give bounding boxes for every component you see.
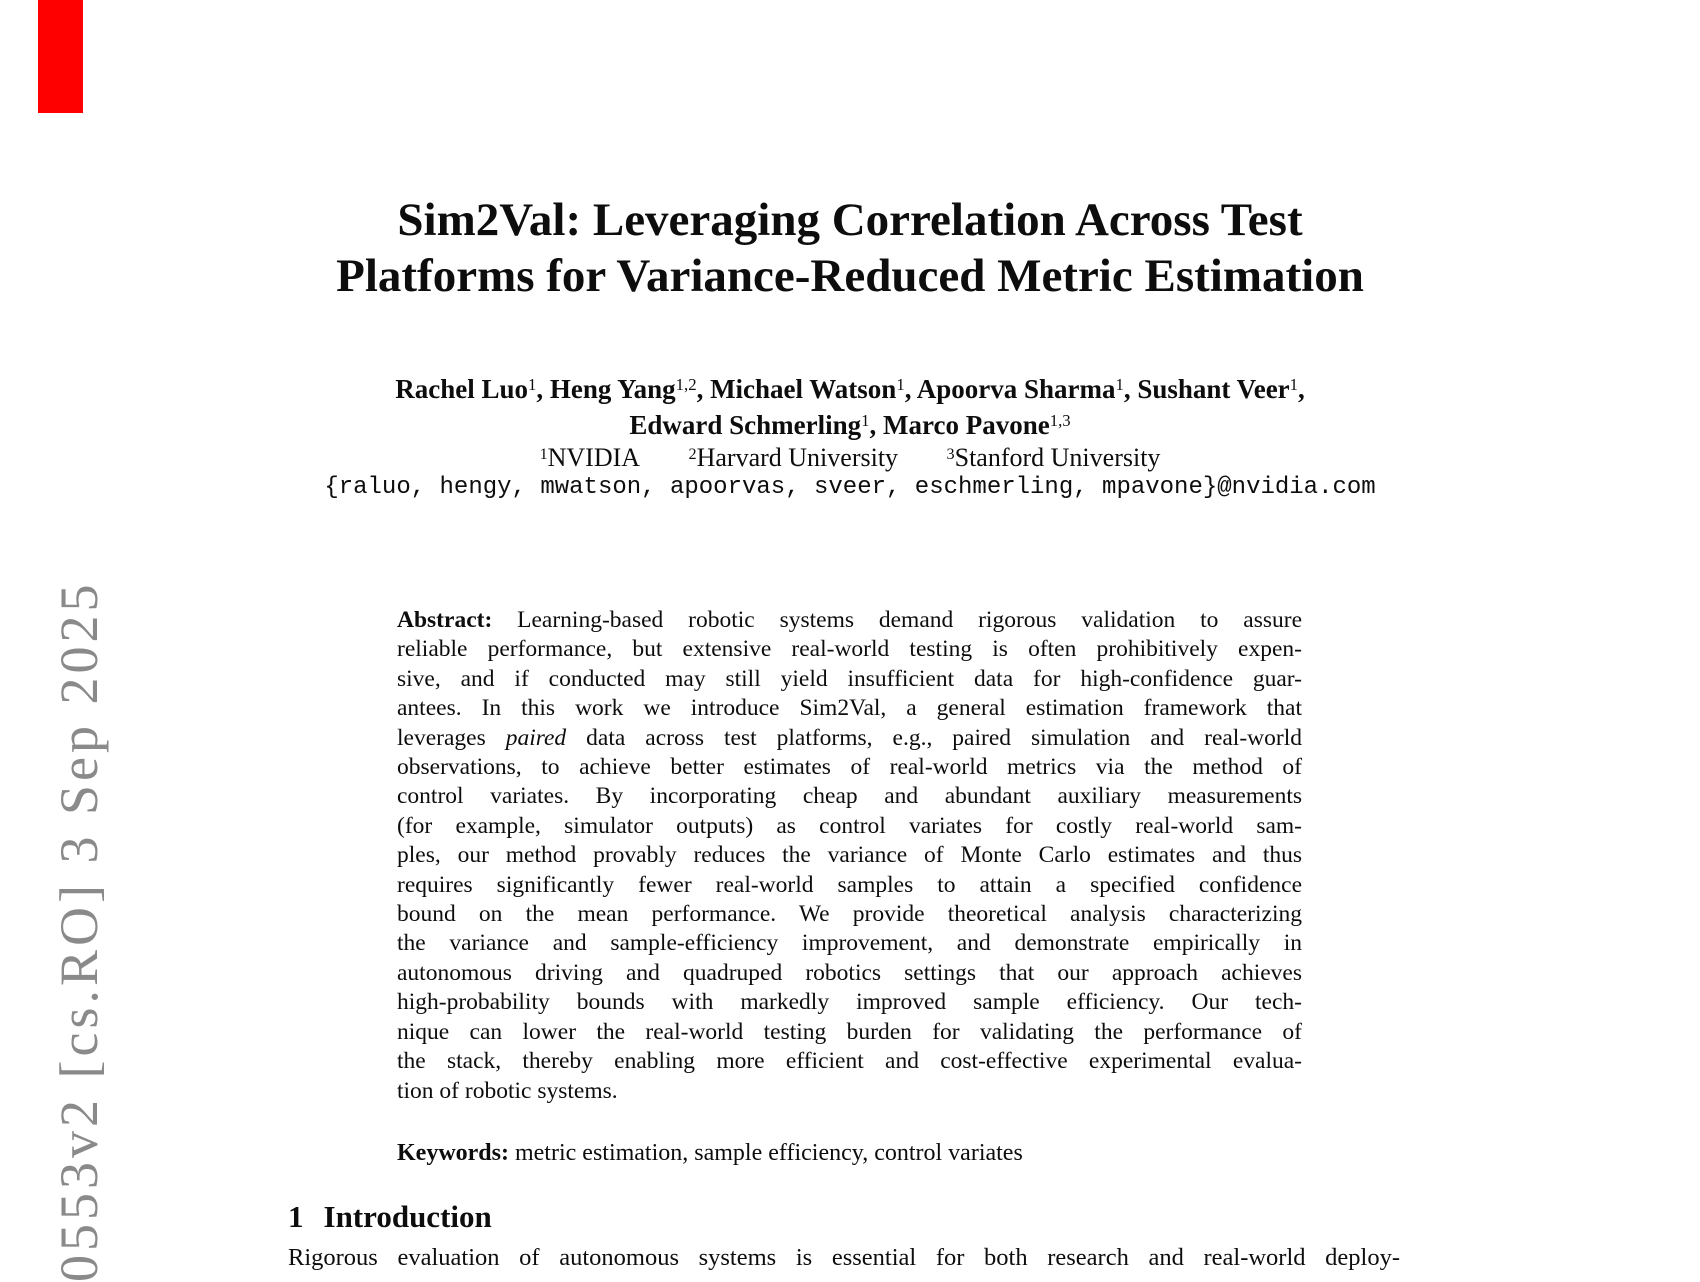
abstract-line: tion of robotic systems. (397, 1077, 618, 1104)
abstract-line: autonomous driving and quadruped robotics settings that our approach achieves (397, 959, 1302, 986)
abstract-line: high-probability bounds with markedly improved sample efficiency. Our tech- (397, 989, 1302, 1016)
author-name: Michael Watson (710, 374, 897, 404)
abstract-line: requires significantly fewer real-world samples to attain a specified confidence (397, 871, 1302, 898)
abstract-line: control variates. By incorporating cheap and abundant auxiliary measurements (397, 783, 1302, 810)
keywords-text: metric estimation, sample efficiency, control variates (508, 1140, 1023, 1166)
author-separator: , (869, 410, 883, 440)
keywords-label: Keywords: (397, 1140, 509, 1166)
author-superscript: 1 (1115, 375, 1124, 395)
author-name: Heng Yang (549, 374, 676, 404)
author-separator: , (1123, 374, 1138, 404)
red-annotation-block (38, 0, 83, 113)
author-separator: , (904, 374, 917, 404)
author-name: Apoorva Sharma (916, 374, 1116, 404)
affiliation-superscript: 1 (539, 445, 548, 463)
authors-block (295, 373, 1405, 445)
abstract-line: (for example, simulator outputs) as control variates for costly real-world sam- (397, 812, 1302, 839)
author-superscript: 1,2 (675, 375, 697, 395)
abstract-line (397, 724, 1302, 753)
author (883, 410, 1071, 440)
abstract-line: nique can lower the real-world testing burden for validating the performance of (397, 1018, 1302, 1045)
abstract-line: antees. In this work we introduce Sim2Val, a general estimation framework that (397, 695, 1302, 722)
abstract-paragraph (397, 606, 1302, 1106)
author-separator: , (696, 374, 711, 404)
intro-first-line: Rigorous evaluation of autonomous systems is essential for both research and real-world deploy- (288, 1244, 1400, 1271)
affiliation-superscript: 3 (946, 445, 955, 463)
author-name: Sushant Veer (1137, 374, 1290, 404)
abstract-line: ples, our method provably reduces the variance of Monte Carlo estimates and thus (397, 842, 1302, 869)
author (710, 374, 917, 404)
arxiv-watermark: 0553v2 [cs.RO] 3 Sep 2025 (49, 580, 109, 1282)
abstract-line (397, 606, 1302, 635)
author-name: Marco Pavone (883, 410, 1050, 440)
section-title: Introduction (323, 1199, 492, 1234)
abstract-line: bound on the mean performance. We provide theoretical analysis characterizing (397, 901, 1302, 928)
affiliation-name: NVIDIA (547, 443, 641, 472)
author-superscript: 1 (527, 375, 537, 395)
abstract-line: the variance and sample-efficiency improvement, and demonstrate empirically in (397, 930, 1302, 957)
paper-title-line-1: Sim2Val: Leveraging Correlation Across Test (397, 194, 1303, 246)
affiliation-name: Harvard University (696, 443, 899, 472)
affiliation (689, 443, 899, 472)
author (550, 374, 710, 404)
author (395, 374, 550, 404)
author-name: Edward Schmerling (629, 410, 862, 440)
author-superscript: 1,3 (1049, 411, 1071, 431)
affiliation (947, 443, 1161, 472)
affiliation (540, 443, 640, 472)
abstract-line: reliable performance, but extensive real-world testing is often prohibitively expen- (397, 636, 1302, 663)
abstract-italic-word: paired (505, 724, 567, 751)
author-separator: , (536, 374, 550, 404)
abstract-line: the stack, thereby enabling more efficient and cost-effective experimental evalua- (397, 1048, 1302, 1075)
abstract-line-text: Learning-based robotic systems demand rigorous validation to assure (492, 607, 1302, 633)
affiliation-name: Stanford University (954, 443, 1161, 472)
author-superscript: 1 (861, 411, 870, 431)
author (917, 374, 1138, 404)
abstract-line: sive, and if conducted may still yield insufficient data for high-confidence guar- (397, 665, 1302, 692)
author-emails: {raluo, hengy, mwatson, apoorvas, sveer, eschmerling, mpavone}@nvidia.com (324, 474, 1376, 501)
author (629, 410, 883, 440)
affiliation-superscript: 2 (688, 445, 697, 463)
authors-line-1 (295, 373, 1405, 409)
paper-title (295, 192, 1405, 304)
affiliations-line (295, 443, 1405, 477)
author (1137, 374, 1304, 404)
author-name: Rachel Luo (395, 374, 528, 404)
author-separator: , (1298, 374, 1305, 404)
keywords-line (397, 1138, 1302, 1168)
author-superscript: 1 (1289, 375, 1299, 395)
abstract-line-text: leverages (397, 724, 506, 751)
section-heading-introduction (288, 1197, 1400, 1237)
abstract-line: observations, to achieve better estimates of real-world metrics via the method of (397, 754, 1302, 781)
paper-title-line-2: Platforms for Variance-Reduced Metric Estimation (336, 250, 1364, 302)
authors-line-2 (295, 409, 1405, 445)
author-superscript: 1 (896, 375, 905, 395)
abstract-label: Abstract: (397, 607, 493, 633)
abstract-line-text: data across test platforms, e.g., paired simulation and real-world (566, 724, 1302, 751)
section-number: 1 (288, 1199, 304, 1234)
